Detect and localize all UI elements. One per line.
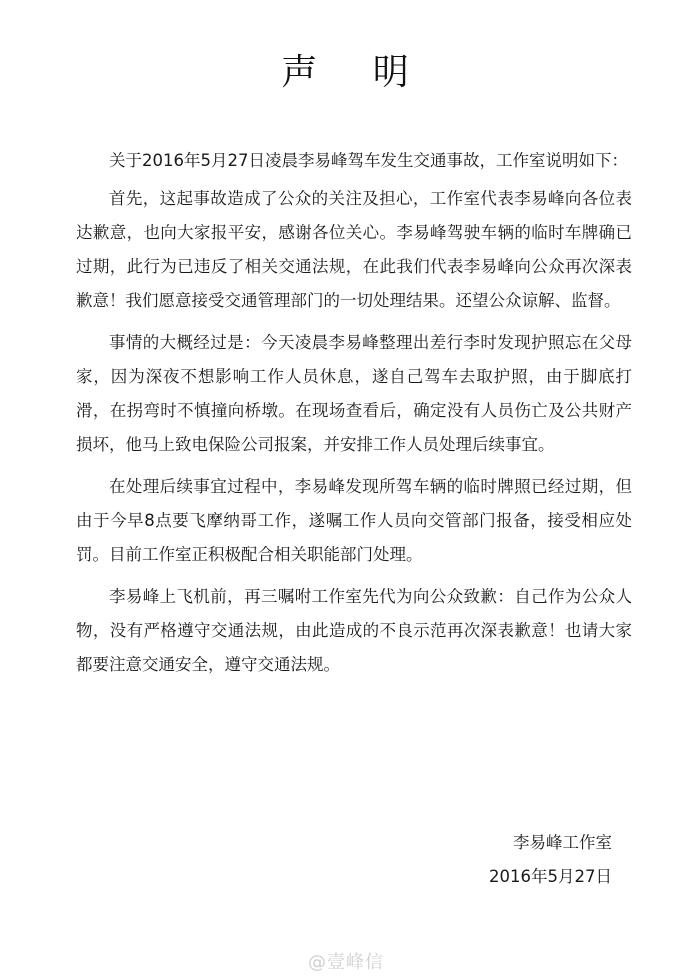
signature-date: 2016年5月27日 <box>489 867 612 886</box>
weibo-watermark: @壹峰信 <box>308 952 384 973</box>
signature-block <box>489 826 612 894</box>
signature-organization: 李易峰工作室 <box>513 833 612 852</box>
paragraph-closing: 李易峰上飞机前，再三嘱咐工作室先代为向公众致歉：自己作为公众人物，没有严格遵守交通法规，由此造成的不良示范再次深表歉意！也请大家都要注意交通安全，遵守交通法规。 <box>76 587 632 674</box>
statement-body <box>76 144 632 690</box>
paragraph-follow-up: 在处理后续事宜过程中，李易峰发现所驾车辆的临时牌照已经过期，但由于今早8点要飞摩纳哥工作，遂嘱工作人员向交管部门报备，接受相应处罚。目前工作室正积极配合相关职能部门处理。 <box>76 477 632 564</box>
paragraph-apology: 首先，这起事故造成了公众的关注及担心，工作室代表李易峰向各位表达歉意，也向大家报平安，感谢各位关心。李易峰驾驶车辆的临时车牌确已过期，此行为已违反了相关交通法规，在此我们代表李易峰向公众再次深表歉意！我们愿意接受交通管理部门的一切处理结果。还望公众谅解、监督。 <box>76 189 632 310</box>
paragraph-incident-details: 事情的大概经过是：今天凌晨李易峰整理出差行李时发现护照忘在父母家，因为深夜不想影响工作人员休息，遂自己驾车去取护照，由于脚底打滑，在拐弯时不慎撞向桥墩。在现场查看后，确定没有人员伤亡及公共财产损坏，他马上致电保险公司报案，并安排工作人员处理后续事宜。 <box>76 333 632 454</box>
document-title: 声 明 <box>281 52 431 93</box>
paragraph-intro: 关于2016年5月27日凌晨李易峰驾车发生交通事故，工作室说明如下： <box>109 151 628 170</box>
